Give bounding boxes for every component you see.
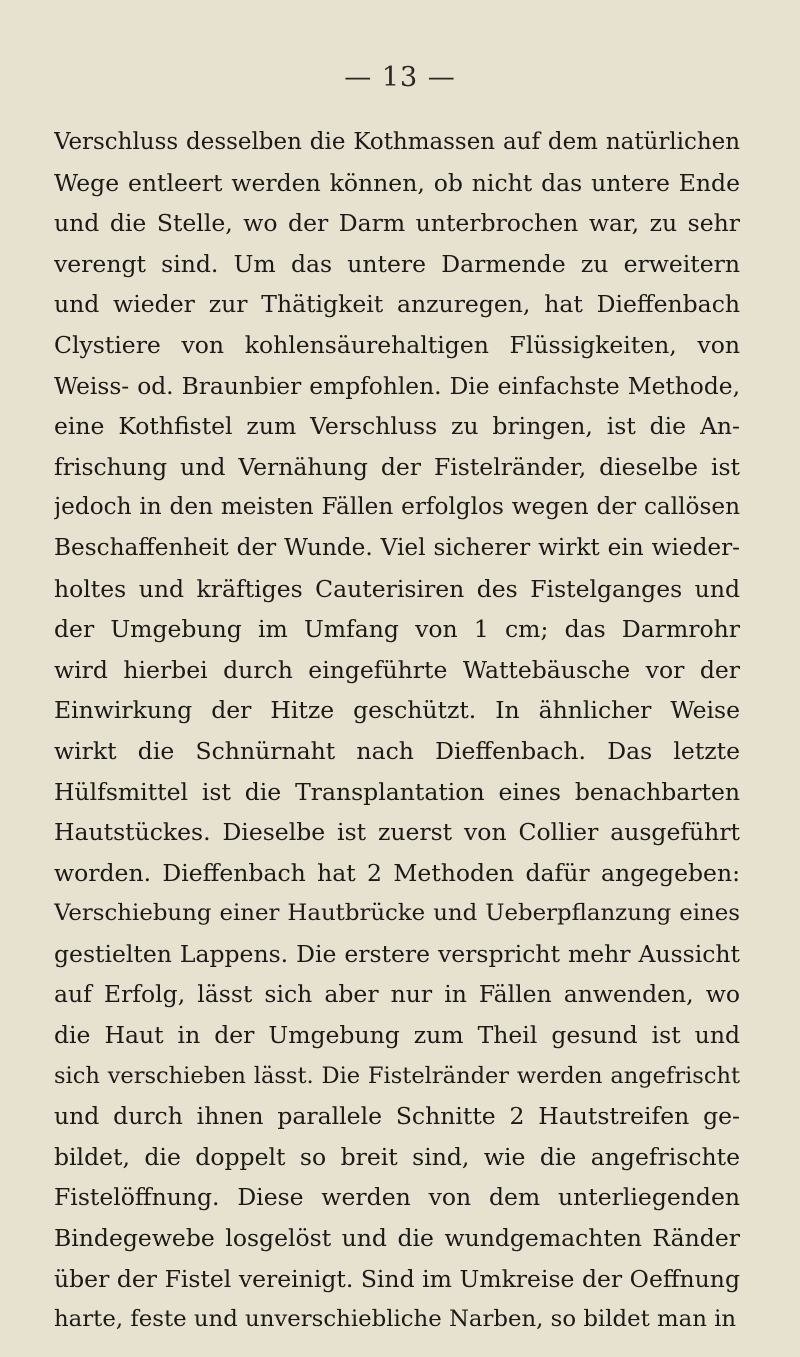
- text-line: und durch ihnen parallele Schnitte 2 Hautstreifen ge-: [54, 1102, 740, 1131]
- text-line: Bindegewebe losgelöst und die wundgemachten Ränder: [54, 1224, 740, 1253]
- text-line: Verschluss desselben die Kothmassen auf dem natürlichen: [54, 129, 740, 155]
- text-line: verengt sind. Um das untere Darmende zu erweitern: [54, 249, 740, 278]
- text-line: über der Fistel vereinigt. Sind im Umkreise der Oeffnung: [54, 1264, 740, 1293]
- page-number: — 13 —: [344, 62, 456, 93]
- text-line: eine Kothfistel zum Verschluss zu bringen, ist die An-: [54, 412, 740, 441]
- text-line: Hülfsmittel ist die Transplantation eines benachbarten: [54, 777, 740, 806]
- text-line: bildet, die doppelt so breit sind, wie die angefrischte: [54, 1142, 740, 1171]
- text-line: Clystiere von kohlensäurehaltigen Flüssigkeiten, von: [54, 330, 740, 359]
- text-line: sich verschieben lässt. Die Fistelränder werden angefrischt: [54, 1062, 740, 1089]
- text-line: Weiss- od. Braunbier empfohlen. Die einfachste Methode,: [54, 371, 740, 400]
- text-line: Fistelöffnung. Diese werden von dem unterliegenden: [54, 1183, 740, 1212]
- text-line: wirkt die Schnürnaht nach Dieffenbach. Das letzte: [54, 736, 740, 765]
- text-line: Beschaffenheit der Wunde. Viel sicherer wirkt ein wieder-: [54, 533, 740, 561]
- text-line: worden. Dieffenbach hat 2 Methoden dafür angegeben:: [54, 858, 740, 887]
- text-line: wird hierbei durch eingeführte Wattebäusche vor der: [54, 655, 740, 684]
- text-line: und die Stelle, wo der Darm unterbrochen war, zu sehr: [54, 209, 740, 238]
- text-line: frischung und Vernähung der Fistelränder, dieselbe ist: [54, 452, 740, 481]
- text-line: Verschiebung einer Hautbrücke und Ueberpflanzung eines: [54, 900, 740, 927]
- text-line: Hautstückes. Dieselbe ist zuerst von Collier ausgeführt: [54, 818, 740, 847]
- text-line: holtes und kräftiges Cauterisiren des Fistelganges und: [54, 574, 740, 603]
- text-line: gestielten Lappens. Die erstere verspricht mehr Aussicht: [54, 939, 740, 968]
- text-line: und wieder zur Thätigkeit anzuregen, hat Dieffenbach: [54, 290, 740, 319]
- text-line: harte, feste und unverschiebliche Narben, so bildet man in: [54, 1306, 737, 1333]
- text-line: der Umgebung im Umfang von 1 cm; das Darmrohr: [54, 615, 740, 644]
- text-line: die Haut in der Umgebung zum Theil gesund ist und: [54, 1021, 740, 1050]
- text-line: auf Erfolg, lässt sich aber nur in Fällen anwenden, wo: [54, 980, 740, 1009]
- body-text: [54, 122, 740, 1340]
- text-line: Wege entleert werden können, ob nicht das untere Ende: [54, 168, 740, 197]
- text-line: Einwirkung der Hitze geschützt. In ähnlicher Weise: [54, 696, 740, 725]
- text-line: jedoch in den meisten Fällen erfolglos wegen der callösen: [54, 493, 740, 521]
